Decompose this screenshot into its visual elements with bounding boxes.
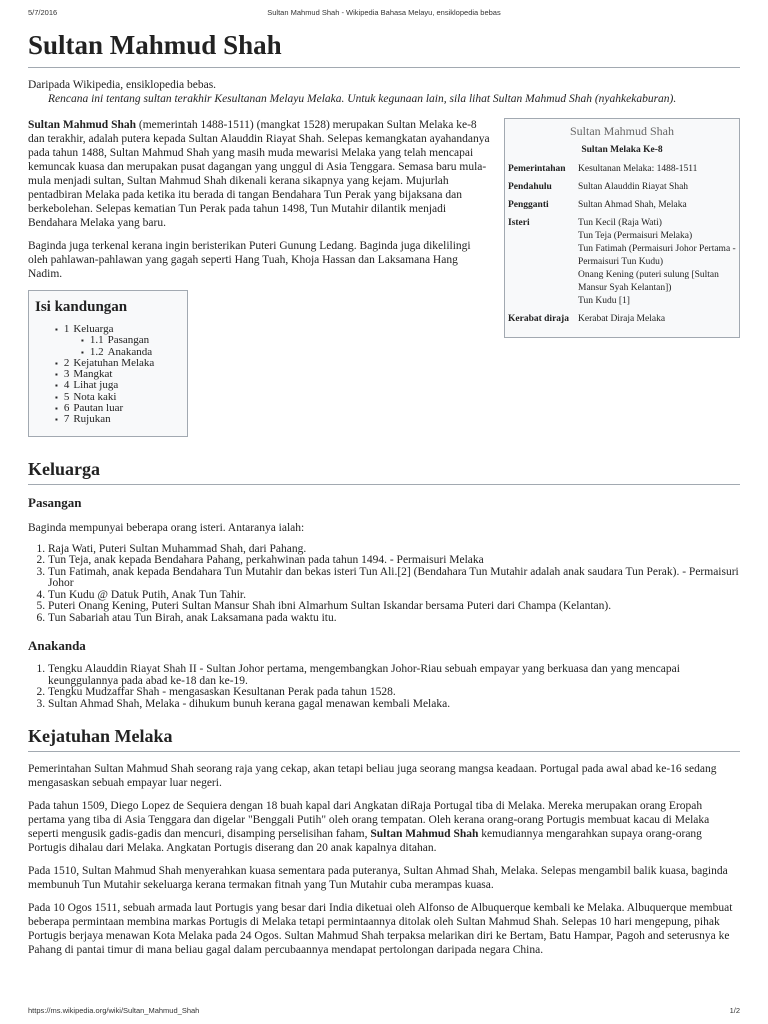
infobox-key: Pemerintahan xyxy=(508,164,566,174)
infobox xyxy=(504,118,740,338)
toc-number: 6 xyxy=(63,402,70,415)
intro-paragraph-1 xyxy=(28,118,490,230)
list-item: 3. Tun Fatimah, anak kepada Bendahara Tun Mutahir dan bekas isteri Tun Ali.[2] (Bendahara Tun Mutahir adalah anak saudara Tun Perak). - Permaisuri Johor xyxy=(48,567,740,590)
infobox-key: Kerabat diraja xyxy=(508,314,569,324)
kejatuhan-p2-c: kemudiannya mengarahkan supaya orang-orang Portugis dihalau dari Melaka. Angkatan Portugis diserang dan 20 anak kapalnya ditahan. xyxy=(28,828,702,855)
infobox-row xyxy=(508,181,736,194)
toc-number: 1 xyxy=(63,323,70,335)
heading-kejatuhan: Kejatuhan Melaka xyxy=(28,726,740,752)
infobox-row xyxy=(508,313,736,326)
heading-anakanda: Anakanda xyxy=(28,638,86,654)
hatnote[interactable]: Rencana ini tentang sultan terakhir Kesultanan Melayu Melaka. Untuk kegunaan lain, sila lihat Sultan Mahmud Shah (nyahkekaburan). xyxy=(48,93,677,105)
infobox-subtitle: Sultan Melaka Ke-8 xyxy=(581,145,663,155)
print-title: Sultan Mahmud Shah - Wikipedia Bahasa Melayu, ensiklopedia bebas xyxy=(267,8,501,17)
toc-label[interactable]: Lihat juga xyxy=(73,379,119,392)
toc-item[interactable] xyxy=(55,324,181,358)
toc-label[interactable]: Nota kaki xyxy=(73,390,117,403)
toc-number: 1.2 xyxy=(89,345,104,358)
toc-label[interactable]: Pautan luar xyxy=(73,402,124,415)
infobox-value[interactable]: Kesultanan Melaka: 1488-1511 xyxy=(578,164,698,174)
infobox-title: Sultan Mahmud Shah xyxy=(570,124,674,138)
intro-paragraph-2: Baginda juga terkenal kerana ingin beristerikan Puteri Gunung Ledang. Baginda juga dikelilingi oleh pahlawan-pahlawan yang gagah seperti Hang Tuah, Khoja Hassan dan Laksamana Hang Nadim. xyxy=(28,240,471,280)
infobox-row xyxy=(508,163,736,176)
site-sub: Daripada Wikipedia, ensiklopedia bebas. xyxy=(28,79,217,91)
intro-section xyxy=(28,118,740,437)
toc-number: 1.1 xyxy=(89,334,104,347)
list-item: 1. Raja Wati, Puteri Sultan Muhammad Shah, dari Pahang. xyxy=(48,544,740,556)
toc-label[interactable]: Pasangan xyxy=(107,334,150,347)
toc-number: 4 xyxy=(63,379,70,392)
infobox-key: Pendahulu xyxy=(508,182,552,192)
anakanda-list xyxy=(28,664,740,710)
list-item: 6. Tun Sabariah atau Tun Birah, anak Laksamana pada waktu itu. xyxy=(48,613,740,625)
kejatuhan-p1: Pemerintahan Sultan Mahmud Shah seorang raja yang cekap, akan tetapi beliau juga seorang mangsa keadaan. Portugal pada awal abad ke-16 sedang mengasaskan sebuah empayar luar negeri. xyxy=(28,763,717,790)
toc-title: Isi kandungan xyxy=(35,299,128,315)
print-date: 5/7/2016 xyxy=(28,8,58,17)
list-item: 2. Tengku Mudzaffar Shah - mengasaskan Kesultanan Perak pada tahun 1528. xyxy=(48,687,740,699)
print-header xyxy=(28,8,740,18)
page-title: Sultan Mahmud Shah xyxy=(28,30,740,68)
toc-label[interactable]: Rujukan xyxy=(73,413,111,426)
infobox-key: Isteri xyxy=(508,218,530,228)
toc-label[interactable]: Keluarga xyxy=(73,323,114,335)
list-item: 3. Sultan Ahmad Shah, Melaka - dihukum bunuh kerana gagal menawan kembali Melaka. xyxy=(48,699,740,711)
infobox-key: Pengganti xyxy=(508,200,549,210)
pasangan-list xyxy=(28,544,740,625)
intro-text xyxy=(28,118,490,437)
toc-number: 2 xyxy=(63,356,70,369)
kejatuhan-p2 xyxy=(28,799,740,855)
table-of-contents xyxy=(28,290,188,437)
list-item: 2. Tun Teja, anak kepada Bendahara Pahang, perkahwinan pada tahun 1494. - Permaisuri Melaka xyxy=(48,555,740,567)
list-item: 4. Tun Kudu @ Datuk Putih, Anak Tun Tahir. xyxy=(48,590,740,602)
toc-number: 5 xyxy=(63,390,70,403)
toc-number: 3 xyxy=(63,368,70,381)
infobox-value[interactable]: Kerabat Diraja Melaka xyxy=(578,314,666,324)
infobox-value[interactable]: Sultan Ahmad Shah, Melaka xyxy=(578,200,687,210)
intro-p1-text: (memerintah 1488-1511) (mangkat 1528) merupakan Sultan Melaka ke-8 dan terakhir, adalah putera kepada Sultan Alauddin Riayat Shah. Selepas kemangkatan ayahandanya pada tahun 1488, Sultan Mahmud Shah yang masih muda mewarisi Melaka yang telah mencapai kemuncak kuasa dan merupakan pusat dagangan yang unggul di Asia Tenggara. Semasa baru mula-mula menjadi sultan, Sultan Mahmud Shah dikenali kerana sikapnya yang kejam. Mujurlah pentadbiran Melaka pada ketika itu berada di tangan Bendahara Tun Perak yang bijaksana dan berkebolehan. Selepas kematian Tun Perak pada tahun 1498, Tun Mutahir dilantik menjadi Bendahara Melaka yang baru. xyxy=(28,119,490,229)
kejatuhan-p3: Pada 1510, Sultan Mahmud Shah menyerahkan kuasa sementara pada puteranya, Sultan Ahmad Shah, Melaka. Selepas mengambil balik kuasa, baginda membunuh Tun Mutahir sekeluarga kerana termakan fitnah yang Tun Mutahir cuba merampas kuasa. xyxy=(28,865,728,892)
print-page: 1/2 xyxy=(729,1006,740,1015)
article xyxy=(28,30,740,966)
toc-item[interactable] xyxy=(55,414,181,425)
subject-bold: Sultan Mahmud Shah xyxy=(28,119,137,131)
toc-label[interactable]: Kejatuhan Melaka xyxy=(73,356,155,369)
infobox-row xyxy=(508,217,736,308)
toc-list xyxy=(35,324,181,426)
toc-label[interactable]: Anakanda xyxy=(107,345,153,358)
kejatuhan-p2-bold: Sultan Mahmud Shah xyxy=(370,828,479,841)
pasangan-intro: Baginda mempunyai beberapa orang isteri. Antaranya ialah: xyxy=(28,521,305,534)
heading-keluarga: Keluarga xyxy=(28,459,740,485)
list-item: 1. Tengku Alauddin Riayat Shah II - Sultan Johor pertama, mengembangkan Johor-Riau sebuah empayar yang berkuasa dan yang mencapai keunggulannya pada abad ke-18 dan ke-19. xyxy=(48,664,740,687)
heading-pasangan: Pasangan xyxy=(28,494,82,510)
infobox-row xyxy=(508,199,736,212)
infobox-value[interactable]: Tun Kecil (Raja Wati) Tun Teja (Permaisuri Melaka) Tun Fatimah (Permaisuri Johor Pertama - Permaisuri Tun Kudu) Onang Kening (puteri sulung [Sultan Mansur Syah Kelantan]) Tun Kudu [1] xyxy=(578,218,736,306)
infobox-value[interactable]: Sultan Alauddin Riayat Shah xyxy=(578,182,689,192)
toc-label[interactable]: Mangkat xyxy=(73,368,113,381)
kejatuhan-p4: Pada 10 Ogos 1511, sebuah armada laut Portugis yang besar dari India diketuai oleh Alfonso de Albuquerque kembali ke Melaka. Albuquerque membuat beberapa permintaan membina markas Portugis di Melaka tetapi permintaannya ditolak oleh Sultan Mahmud Shah. Selepas 10 hari mengepung, pihak Portugis berjaya menawan Kota Melaka pada 24 Ogos. Sultan Mahmud Shah terpaksa melarikan diri ke Bertam, Batu Hampar, Pagoh and seterusnya ke Pahang di pantai timur di mana beliau gagal dalam percubaannya mendapat pertolongan daripada negara China. xyxy=(28,902,733,957)
list-item: 5. Puteri Onang Kening, Puteri Sultan Mansur Shah ibni Almarhum Sultan Iskandar bersama Puteri dari Champa (Kelantan). xyxy=(48,601,740,613)
kejatuhan-p2-a: Pada tahun 1509, Diego Lopez de Sequiera dengan 18 buah kapal dari Angkatan diRaja Portugal tiba di Melaka. Mereka merupakan orang Eropah pertama yang tiba di Asia Tenggara dan digelar "Benggali Putih" oleh orang tempatan. Oleh kerana orang-orang Portugis membuat kacau di Melaka seperti mengusik gadis-gadis dan mencuri, disamping perselisihan faham, xyxy=(28,800,710,841)
print-footer xyxy=(28,1006,740,1016)
print-url: https://ms.wikipedia.org/wiki/Sultan_Mahmud_Shah xyxy=(28,1006,200,1015)
toc-number: 7 xyxy=(63,413,70,426)
